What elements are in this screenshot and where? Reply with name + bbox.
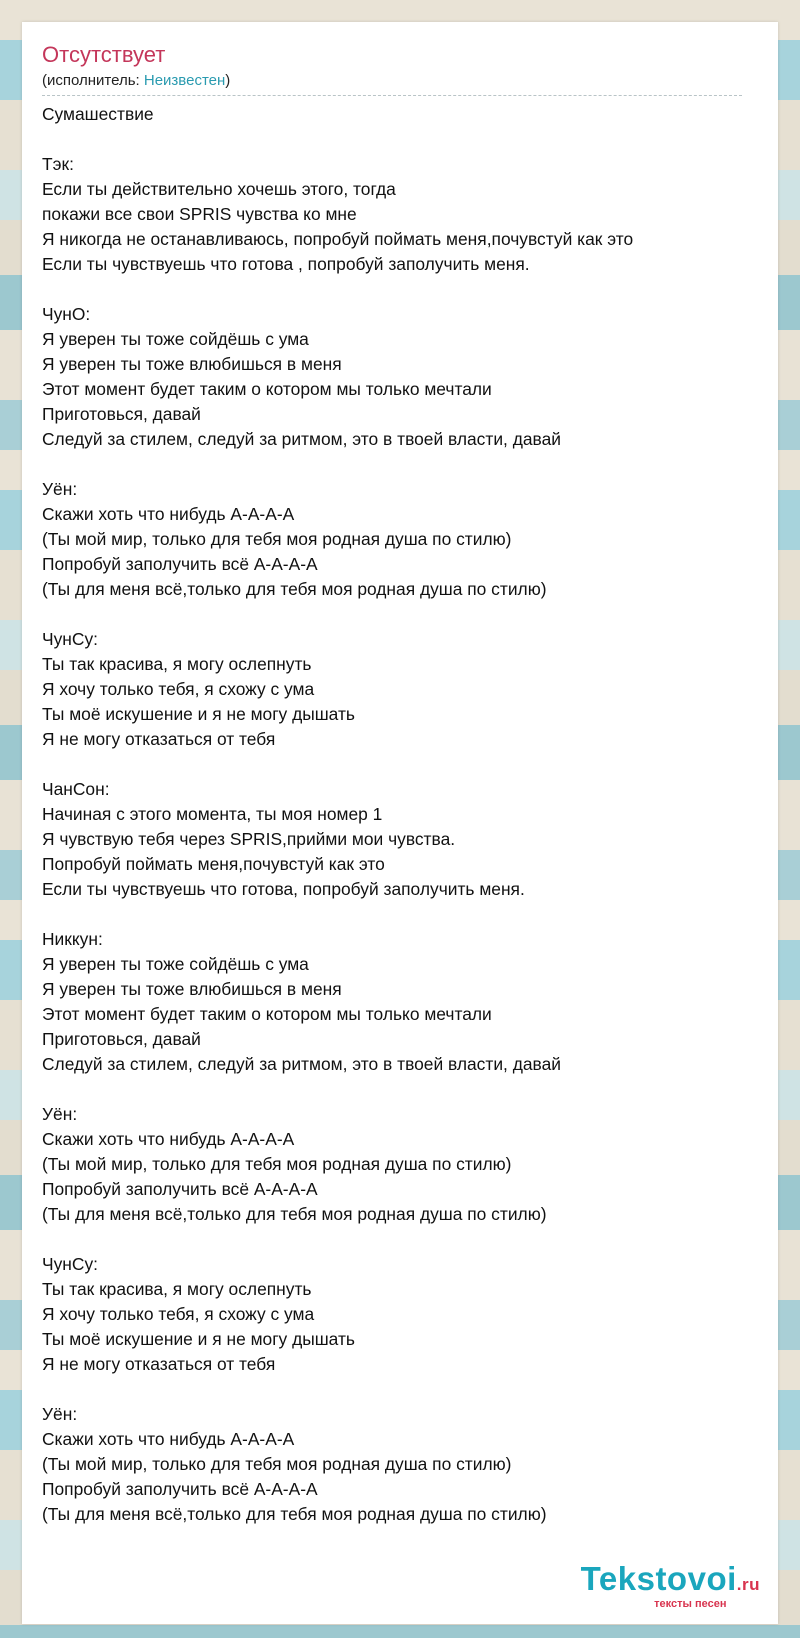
logo-wordmark	[581, 1562, 760, 1601]
logo-tagline: тексты песен	[654, 1598, 727, 1610]
lyrics-text: Сумашествие Тэк: Если ты действительно хочешь этого, тогда покажи все свои SPRIS чувства ко мне Я никогда не останавливаюсь, попробуй поймать меня,почувстуй как это Если ты чувствуешь что готова , попробуй заполучить меня. ЧунО: Я уверен ты тоже сойдёшь с ума Я уверен ты тоже влюбишься в меня Этот момент будет таким о котором мы только мечтали Приготовься, давай Следуй за стилем, следуй за ритмом, это в твоей власти, давай Уён: Скажи хоть что нибудь А-А-А-А (Ты мой мир, только для тебя моя родная душа по стилю) Попробуй заполучить всё А-А-А-А (Ты для меня всё,только для тебя моя родная душа по стилю) ЧунСу: Ты так красива, я могу ослепнуть Я хочу только тебя, я схожу с ума Ты моё искушение и я не могу дышать Я не могу отказаться от тебя ЧанСон: Начиная с этого момента, ты моя номер 1 Я чувствую тебя через SPRIS,прийми мои чувства. Попробуй поймать меня,почувстуй как это Если ты чувствуешь что готова, попробуй заполучить меня. Никкун: Я уверен ты тоже сойдёшь с ума Я уверен ты тоже влюбишься в меня Этот момент будет таким о котором мы только мечтали Приготовься, давай Следуй за стилем, следуй за ритмом, это в твоей власти, давай Уён: Скажи хоть что нибудь А-А-А-А (Ты мой мир, только для тебя моя родная душа по стилю) Попробуй заполучить всё А-А-А-А (Ты для меня всё,только для тебя моя родная душа по стилю) ЧунСу: Ты так красива, я могу ослепнуть Я хочу только тебя, я схожу с ума Ты моё искушение и я не могу дышать Я не могу отказаться от тебя Уён: Скажи хоть что нибудь А-А-А-А (Ты мой мир, только для тебя моя родная душа по стилю) Попробуй заполучить всё А-А-А-А (Ты для меня всё,только для тебя моя родная душа по стилю)	[42, 104, 634, 1524]
lyrics-page	[22, 22, 778, 1624]
song-title: Отсутствует	[42, 42, 166, 67]
artist-line	[42, 72, 742, 96]
site-logo[interactable]	[581, 1562, 760, 1610]
logo-main-text: Tekstovoi	[580, 1560, 737, 1597]
artist-prefix: (исполнитель:	[42, 72, 144, 89]
artist-suffix: )	[225, 72, 231, 89]
logo-domain: .ru	[736, 1575, 760, 1594]
artist-link[interactable]: Неизвестен	[143, 72, 226, 89]
